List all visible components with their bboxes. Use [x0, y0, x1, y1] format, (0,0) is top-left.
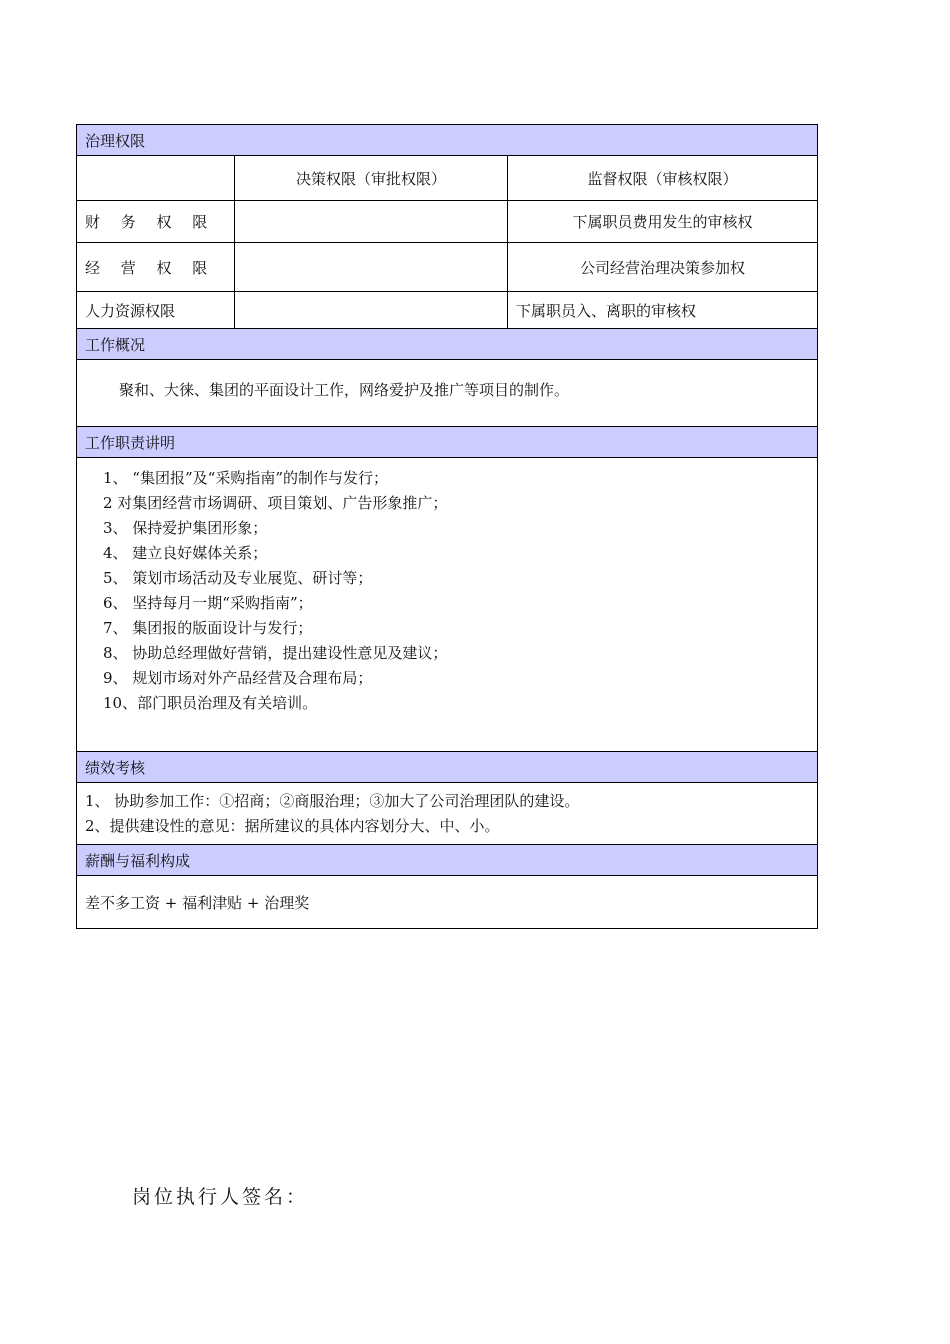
- authority-header: 治理权限: [77, 125, 818, 156]
- list-item: 2、提供建设性的意见：据所建议的具体内容划分大、中、小。: [85, 816, 500, 835]
- duties-section-header: [77, 427, 818, 458]
- job-description-table: [76, 124, 818, 929]
- decision-column-header: 决策权限（审批权限）: [235, 156, 508, 201]
- authority-decision-cell: [235, 201, 508, 243]
- overview-text: 聚和、大徕、集团的平面设计工作，网络爱护及推广等项目的制作。: [77, 360, 818, 427]
- list-item: 8、 协助总经理做好营销，提出建设性意见及建议；: [103, 644, 448, 662]
- list-item: 9、 规划市场对外产品经营及合理布局；: [103, 669, 373, 687]
- list-item: 7、 集团报的版面设计与发行；: [103, 619, 313, 637]
- authority-row-name: 人力资源权限: [77, 292, 235, 329]
- performance-section-header: [77, 752, 818, 783]
- list-item: 2 对集团经营市场调研、项目策划、广告形象推广；: [103, 494, 448, 512]
- performance-row: [77, 783, 818, 845]
- authority-row-finance: [77, 201, 818, 243]
- authority-decision-cell: [235, 243, 508, 292]
- list-item: 5、 策划市场活动及专业展览、研讨等；: [103, 569, 373, 587]
- authority-decision-cell: [235, 292, 508, 329]
- list-item: 4、 建立良好媒体关系；: [103, 544, 268, 562]
- list-item: 1、 “集团报”及“采购指南”的制作与发行；: [103, 469, 388, 487]
- duties-list: [85, 458, 809, 716]
- compensation-header: 薪酬与福利构成: [77, 845, 818, 876]
- list-item: 6、 坚持每月一期“采购指南”；: [103, 594, 313, 612]
- list-item: 1、 协助参加工作：①招商；②商服治理；③加大了公司治理团队的建设。: [85, 791, 580, 810]
- authority-row-hr: [77, 292, 818, 329]
- overview-row: [77, 360, 818, 427]
- list-item: 3、 保持爱护集团形象；: [103, 519, 268, 537]
- overview-section-header: [77, 329, 818, 360]
- authority-section-header: [77, 125, 818, 156]
- performance-cell: [77, 783, 818, 845]
- compensation-text: 差不多工资 + 福利津贴 + 治理奖: [77, 876, 818, 929]
- compensation-row: [77, 876, 818, 929]
- authority-column-row: [77, 156, 818, 201]
- authority-supervise-cell: 下属职员费用发生的审核权: [508, 201, 818, 243]
- authority-supervise-cell: 下属职员入、离职的审核权: [508, 292, 818, 329]
- overview-header: 工作概况: [77, 329, 818, 360]
- signature-label: 岗位执行人签名：: [132, 1186, 309, 1208]
- authority-row-name: 财 务 权 限: [77, 201, 235, 243]
- performance-header: 绩效考核: [77, 752, 818, 783]
- list-item: 10、部门职员治理及有关培训。: [103, 694, 318, 712]
- authority-row-name: 经 营 权 限: [77, 243, 235, 292]
- duties-header: 工作职责讲明: [77, 427, 818, 458]
- authority-corner-cell: [77, 156, 235, 201]
- duties-cell: [77, 458, 818, 752]
- compensation-section-header: [77, 845, 818, 876]
- duties-row: [77, 458, 818, 752]
- performance-list: [85, 789, 809, 839]
- authority-row-operation: [77, 243, 818, 292]
- authority-supervise-cell: 公司经营治理决策参加权: [508, 243, 818, 292]
- supervise-column-header: 监督权限（审核权限）: [508, 156, 818, 201]
